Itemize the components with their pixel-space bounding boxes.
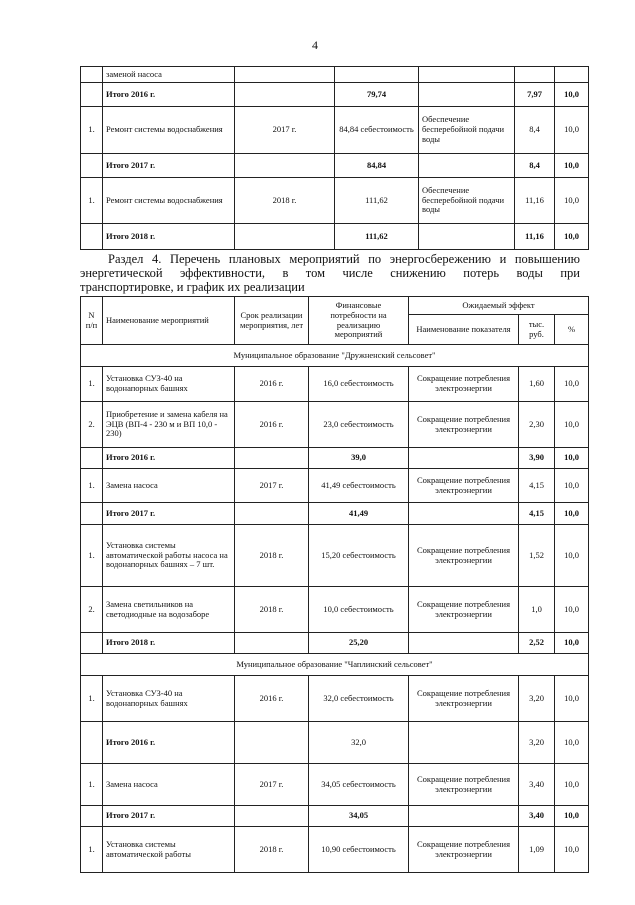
total-amount: 7,97 [515,83,555,107]
finance [335,67,419,83]
year [235,722,309,764]
indicator [419,154,515,178]
finance: 23,0 себестоимость [309,402,409,448]
table-row [81,402,589,448]
header-finance: Финансовые потребности на реализацию мероприятий [309,297,409,345]
section-heading-line-3: транспортировке, и график их реализации [80,280,305,294]
year: 2016 г. [235,367,309,402]
percent: 10,0 [555,525,589,587]
group-row [81,345,589,367]
row-number: 1. [81,676,103,722]
year [235,67,335,83]
total-label: Итого 2016 г. [103,83,235,107]
measure-name: Замена насоса [103,469,235,503]
indicator: Сокращение потребления электроэнергии [409,469,519,503]
finance: 34,05 себестоимость [309,764,409,806]
total-percent: 10,0 [555,448,589,469]
indicator [409,806,519,827]
year [235,503,309,525]
percent: 10,0 [555,367,589,402]
year: 2016 г. [235,676,309,722]
table-row [81,764,589,806]
header-n: N п/п [81,297,103,345]
row-number [81,503,103,525]
table-row [81,367,589,402]
table-row [81,107,589,154]
header-indicator: Наименование показателя [409,315,519,345]
amount [515,67,555,83]
total-finance: 111,62 [335,224,419,250]
indicator: Сокращение потребления электроэнергии [409,402,519,448]
percent: 10,0 [555,764,589,806]
total-label: Итого 2017 г. [103,503,235,525]
finance: 15,20 себестоимость [309,525,409,587]
total-finance: 79,74 [335,83,419,107]
total-label: Итого 2017 г. [103,806,235,827]
table-row [81,587,589,633]
row-number: 1. [81,367,103,402]
total-row [81,806,589,827]
total-finance: 32,0 [309,722,409,764]
header-pct: % [555,315,589,345]
year [235,83,335,107]
group-row [81,654,589,676]
top-table [80,66,589,250]
year: 2017 г. [235,469,309,503]
amount: 1,52 [519,525,555,587]
row-number [81,83,103,107]
measure-name: Установка СУЗ-40 на водонапорных башнях [103,676,235,722]
amount: 4,15 [519,469,555,503]
year: 2016 г. [235,402,309,448]
table-row [81,469,589,503]
year [235,448,309,469]
total-amount: 3,40 [519,806,555,827]
measure-name: Установка системы автоматической работы [103,827,235,873]
header-row [81,297,589,315]
indicator [409,633,519,654]
finance: 84,84 себестоимость [335,107,419,154]
indicator: Сокращение потребления электроэнергии [409,587,519,633]
percent: 10,0 [555,676,589,722]
percent [555,67,589,83]
amount: 3,20 [519,676,555,722]
table-row [81,525,589,587]
measure-name: Установка системы автоматической работы насоса на водонапорных башнях – 7 шт. [103,525,235,587]
indicator [419,224,515,250]
section-heading-line-2: энергетической эффективности, в том числе снижению потерь воды при [80,266,580,280]
total-amount: 3,90 [519,448,555,469]
row-number: 1. [81,827,103,873]
table-row [81,178,589,224]
year [235,633,309,654]
measure-name: Замена насоса [103,764,235,806]
total-label: Итого 2016 г. [103,448,235,469]
measure-name: Установка СУЗ-40 на водонапорных башнях [103,367,235,402]
total-amount: 4,15 [519,503,555,525]
indicator [409,722,519,764]
header-amount: тыс. руб. [519,315,555,345]
indicator: Сокращение потребления электроэнергии [409,367,519,402]
amount: 1,60 [519,367,555,402]
row-number [81,224,103,250]
total-finance: 41,49 [309,503,409,525]
row-number: 1. [81,178,103,224]
finance: 10,90 себестоимость [309,827,409,873]
row-number [81,806,103,827]
indicator: Сокращение потребления электроэнергии [409,676,519,722]
finance: 41,49 себестоимость [309,469,409,503]
group-label: Муниципальное образование "Чаплинский сельсовет" [81,654,589,676]
finance: 32,0 себестоимость [309,676,409,722]
header-term: Срок реализации мероприятия, лет [235,297,309,345]
total-amount: 8,4 [515,154,555,178]
indicator [419,83,515,107]
total-row [81,83,589,107]
year: 2018 г. [235,178,335,224]
total-percent: 10,0 [555,633,589,654]
year: 2017 г. [235,107,335,154]
total-percent: 10,0 [555,83,589,107]
total-row [81,722,589,764]
header-name: Наименование мероприятий [103,297,235,345]
total-finance: 25,20 [309,633,409,654]
indicator: Обеспечение бесперебойной подачи воды [419,178,515,224]
indicator: Сокращение потребления электроэнергии [409,827,519,873]
year [235,154,335,178]
main-table [80,296,589,873]
finance: 16,0 себестоимость [309,367,409,402]
amount: 8,4 [515,107,555,154]
measure-name: Ремонт системы водоснабжения [103,178,235,224]
total-percent: 10,0 [555,503,589,525]
row-number [81,633,103,654]
percent: 10,0 [555,402,589,448]
indicator [409,448,519,469]
total-finance: 34,05 [309,806,409,827]
table-row [81,67,589,83]
measure-name: Приобретение и замена кабеля на ЭЦВ (ВП-4 - 230 м и ВП 10,0 - 230) [103,402,235,448]
measure-name: Замена светильников на светодиодные на водозаборе [103,587,235,633]
page-number: 4 [312,38,318,52]
amount: 1,09 [519,827,555,873]
year: 2018 г. [235,827,309,873]
total-row [81,633,589,654]
table-row [81,676,589,722]
row-number [81,67,103,83]
row-number: 1. [81,107,103,154]
section-heading [80,252,580,294]
total-row [81,224,589,250]
row-number: 1. [81,469,103,503]
table-row [81,827,589,873]
total-amount: 3,20 [519,722,555,764]
row-number: 1. [81,764,103,806]
row-number: 2. [81,402,103,448]
amount: 1,0 [519,587,555,633]
indicator: Сокращение потребления электроэнергии [409,525,519,587]
year: 2018 г. [235,525,309,587]
percent: 10,0 [555,587,589,633]
year: 2017 г. [235,764,309,806]
total-amount: 11,16 [515,224,555,250]
group-label: Муниципальное образование "Дружненский сельсовет" [81,345,589,367]
row-number [81,722,103,764]
total-label: Итого 2017 г. [103,154,235,178]
amount: 11,16 [515,178,555,224]
year [235,224,335,250]
year [235,806,309,827]
year: 2018 г. [235,587,309,633]
total-percent: 10,0 [555,224,589,250]
section-heading-line-1: Раздел 4. Перечень плановых мероприятий по энергосбережению и повышению [108,252,580,266]
total-percent: 10,0 [555,154,589,178]
total-row [81,448,589,469]
percent: 10,0 [555,827,589,873]
indicator: Сокращение потребления электроэнергии [409,764,519,806]
indicator [409,503,519,525]
percent: 10,0 [555,178,589,224]
total-row [81,503,589,525]
finance: 111,62 [335,178,419,224]
measure-name: заменой насоса [103,67,235,83]
row-number: 1. [81,525,103,587]
measure-name: Ремонт системы водоснабжения [103,107,235,154]
total-row [81,154,589,178]
total-finance: 39,0 [309,448,409,469]
amount: 2,30 [519,402,555,448]
total-amount: 2,52 [519,633,555,654]
indicator: Обеспечение бесперебойной подачи воды [419,107,515,154]
total-percent: 10,0 [555,722,589,764]
row-number: 2. [81,587,103,633]
percent: 10,0 [555,469,589,503]
total-label: Итого 2018 г. [103,224,235,250]
total-label: Итого 2018 г. [103,633,235,654]
row-number [81,448,103,469]
indicator [419,67,515,83]
header-effect: Ожидаемый эффект [409,297,589,315]
percent: 10,0 [555,107,589,154]
amount: 3,40 [519,764,555,806]
row-number [81,154,103,178]
total-label: Итого 2016 г. [103,722,235,764]
total-percent: 10,0 [555,806,589,827]
finance: 10,0 себестоимость [309,587,409,633]
total-finance: 84,84 [335,154,419,178]
